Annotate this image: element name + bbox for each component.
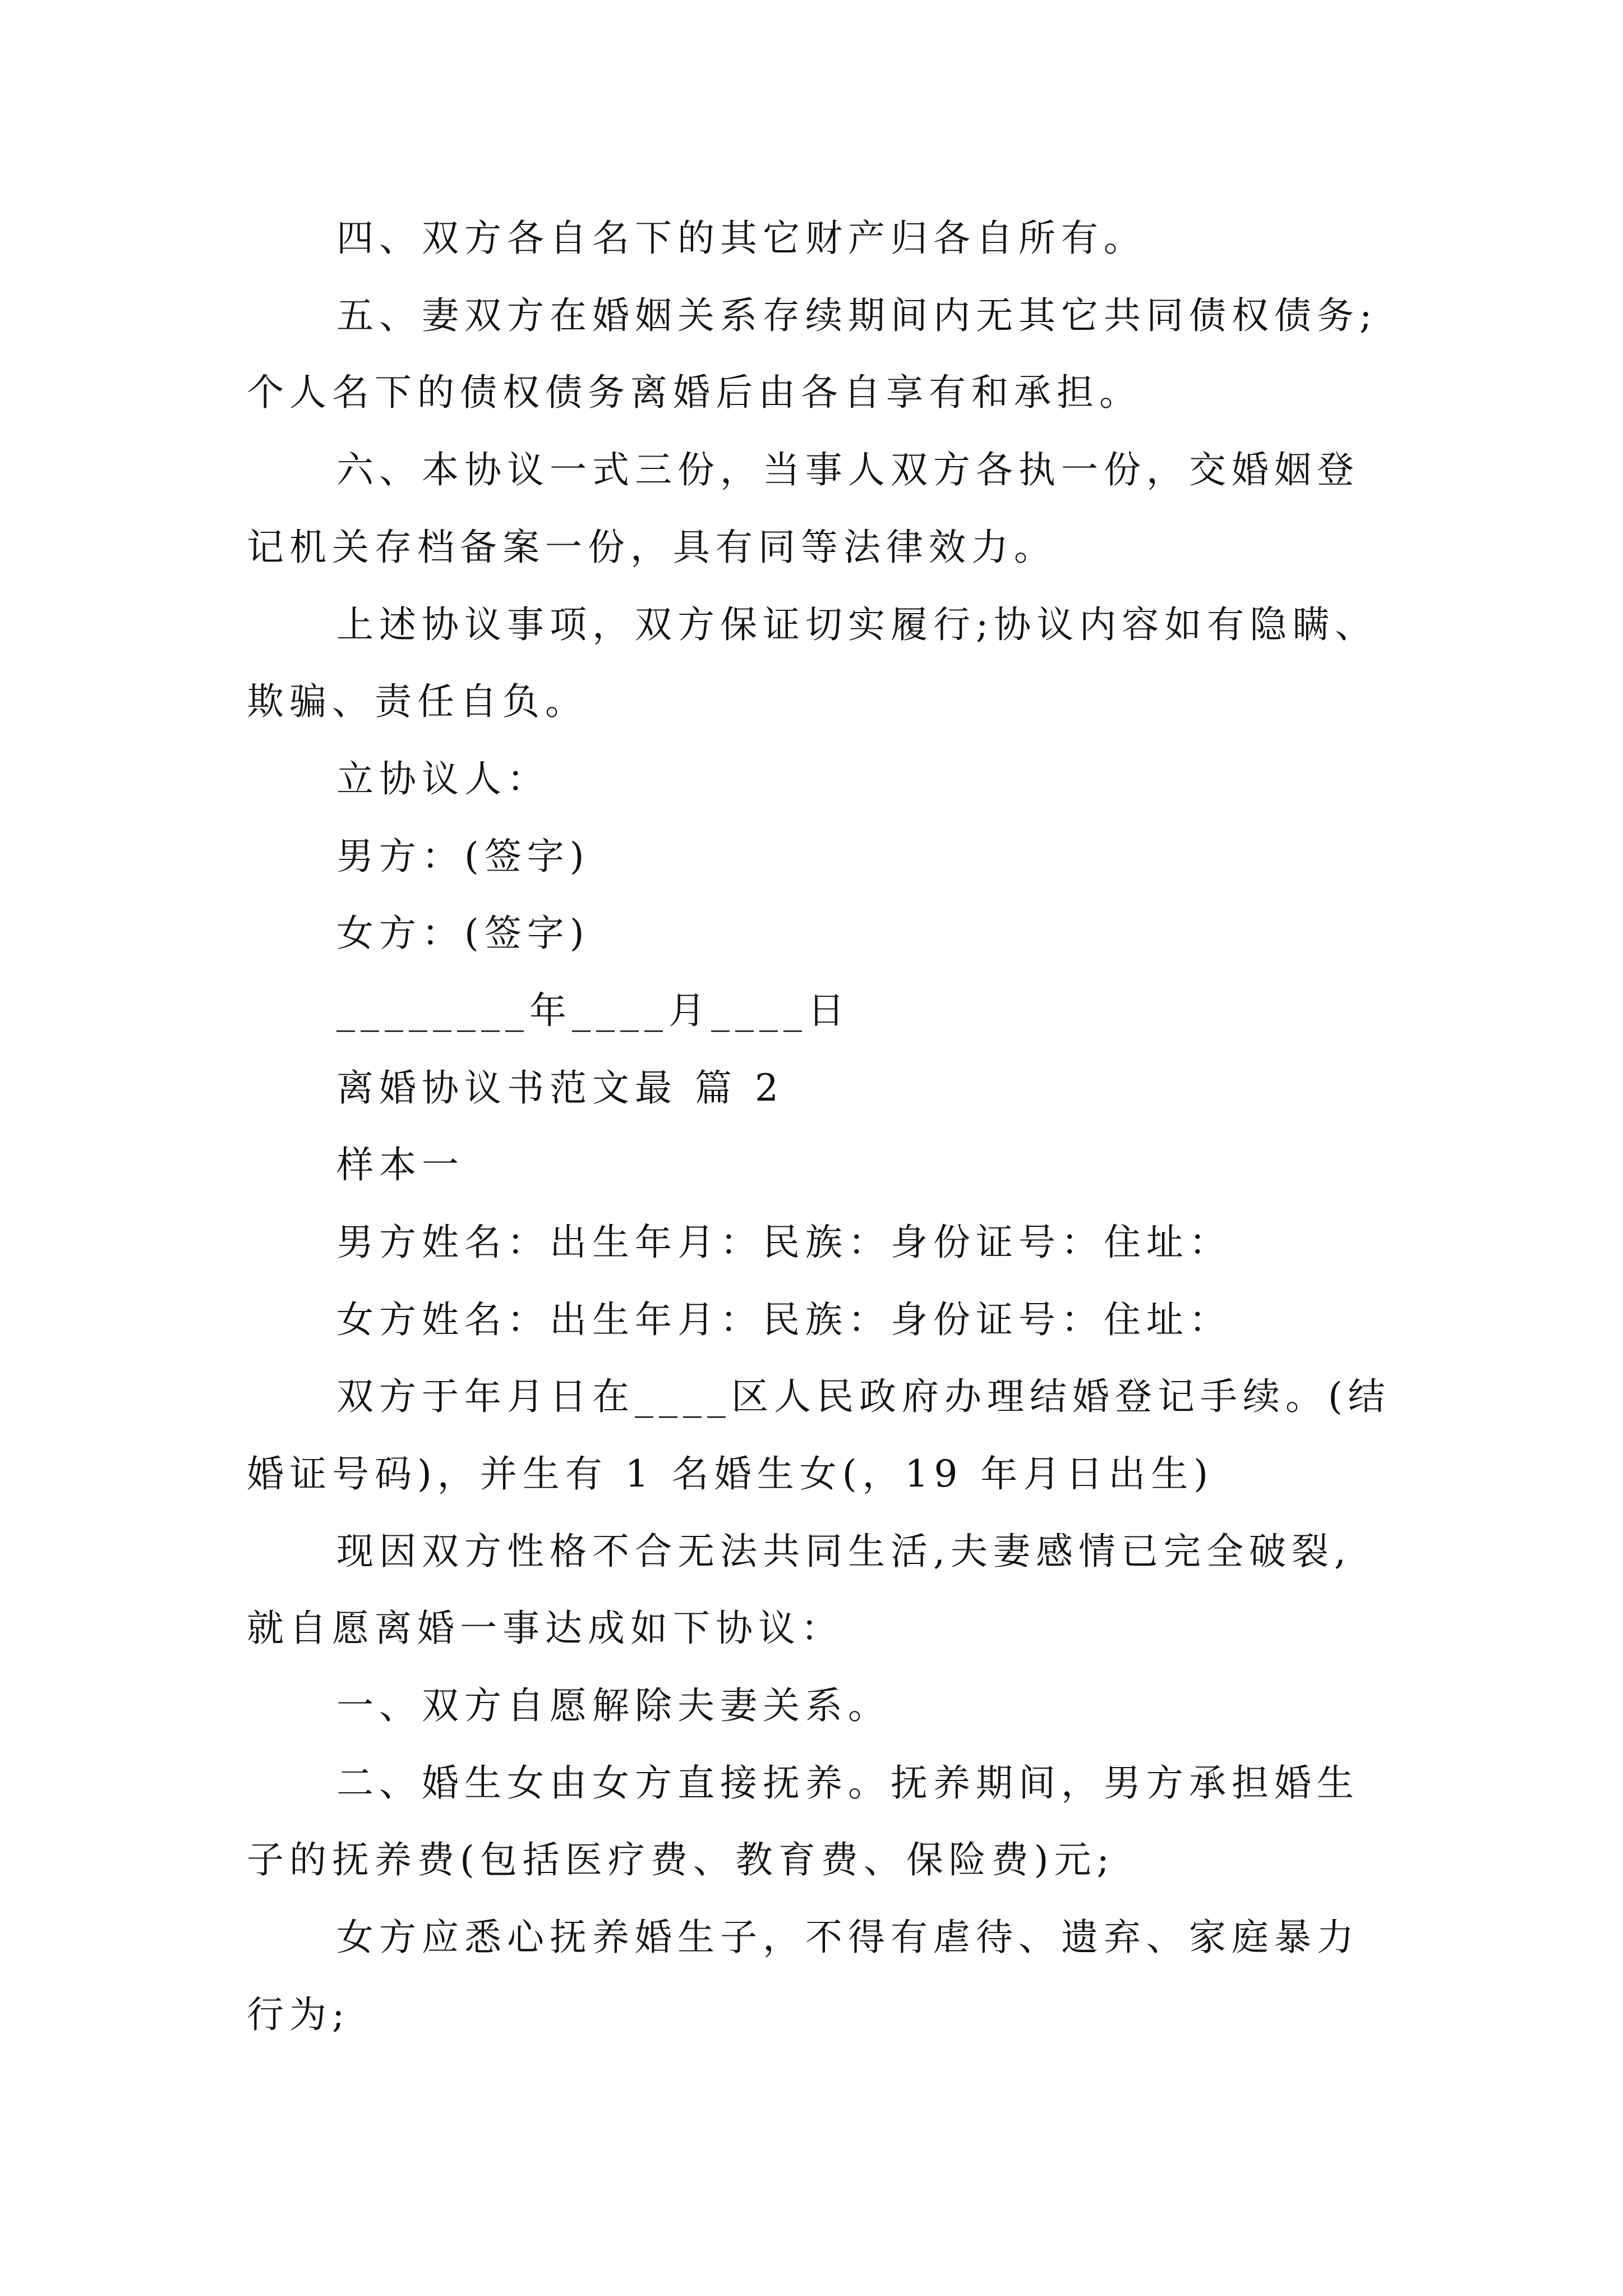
paragraph-line: 四、双方各自名下的其它财产归各自所有。 bbox=[336, 217, 1146, 260]
paragraph-line: 立协议人： bbox=[336, 757, 550, 800]
paragraph-line: 子的抚养费(包括医疗费、教育费、保险费)元; bbox=[247, 1838, 1115, 1881]
paragraph-line: 六、本协议一式三份，当事人双方各执一份，交婚姻登 bbox=[336, 448, 1359, 491]
paragraph-line: 女方姓名：出生年月：民族：身份证号：住址： bbox=[336, 1298, 1232, 1341]
paragraph-line: 样本一 bbox=[336, 1143, 464, 1186]
paragraph-line: 双方于年月日在____区人民政府办理结婚登记手续。(结 bbox=[336, 1375, 1391, 1418]
paragraph-line: 欺骗、责任自负。 bbox=[247, 680, 588, 723]
paragraph-line: 一、双方自愿解除夫妻关系。 bbox=[336, 1684, 891, 1727]
paragraph-line: 上述协议事项，双方保证切实履行;协议内容如有隐瞒、 bbox=[336, 603, 1378, 646]
paragraph-line: 个人名下的债权债务离婚后由各自享有和承担。 bbox=[247, 371, 1142, 414]
paragraph-line: 婚证号码)，并生有 1 名婚生女(，19 年月日出生) bbox=[247, 1452, 1214, 1496]
paragraph-line: 男方姓名：出生年月：民族：身份证号：住址： bbox=[336, 1221, 1232, 1264]
paragraph-line: 行为; bbox=[247, 1993, 351, 2036]
date-line: ________年____月____日 bbox=[336, 989, 850, 1032]
paragraph-line: 五、妻双方在婚姻关系存续期间内无其它共同债权债务; bbox=[336, 294, 1378, 337]
paragraph-line: 二、婚生女由女方直接抚养。抚养期间，男方承担婚生 bbox=[336, 1761, 1359, 1805]
paragraph-line: 女方应悉心抚养婚生子，不得有虐待、遗弃、家庭暴力 bbox=[336, 1916, 1359, 1959]
paragraph-line: 记机关存档备案一份，具有同等法律效力。 bbox=[247, 526, 1057, 569]
paragraph-line: 女方：(签字) bbox=[336, 912, 590, 955]
paragraph-line: 就自愿离婚一事达成如下协议： bbox=[247, 1607, 843, 1650]
section-heading: 离婚协议书范文最 篇 2 bbox=[336, 1066, 784, 1110]
paragraph-line: 男方：(签字) bbox=[336, 835, 590, 878]
paragraph-line: 现因双方性格不合无法共同生活,夫妻感情已完全破裂, bbox=[336, 1530, 1352, 1573]
